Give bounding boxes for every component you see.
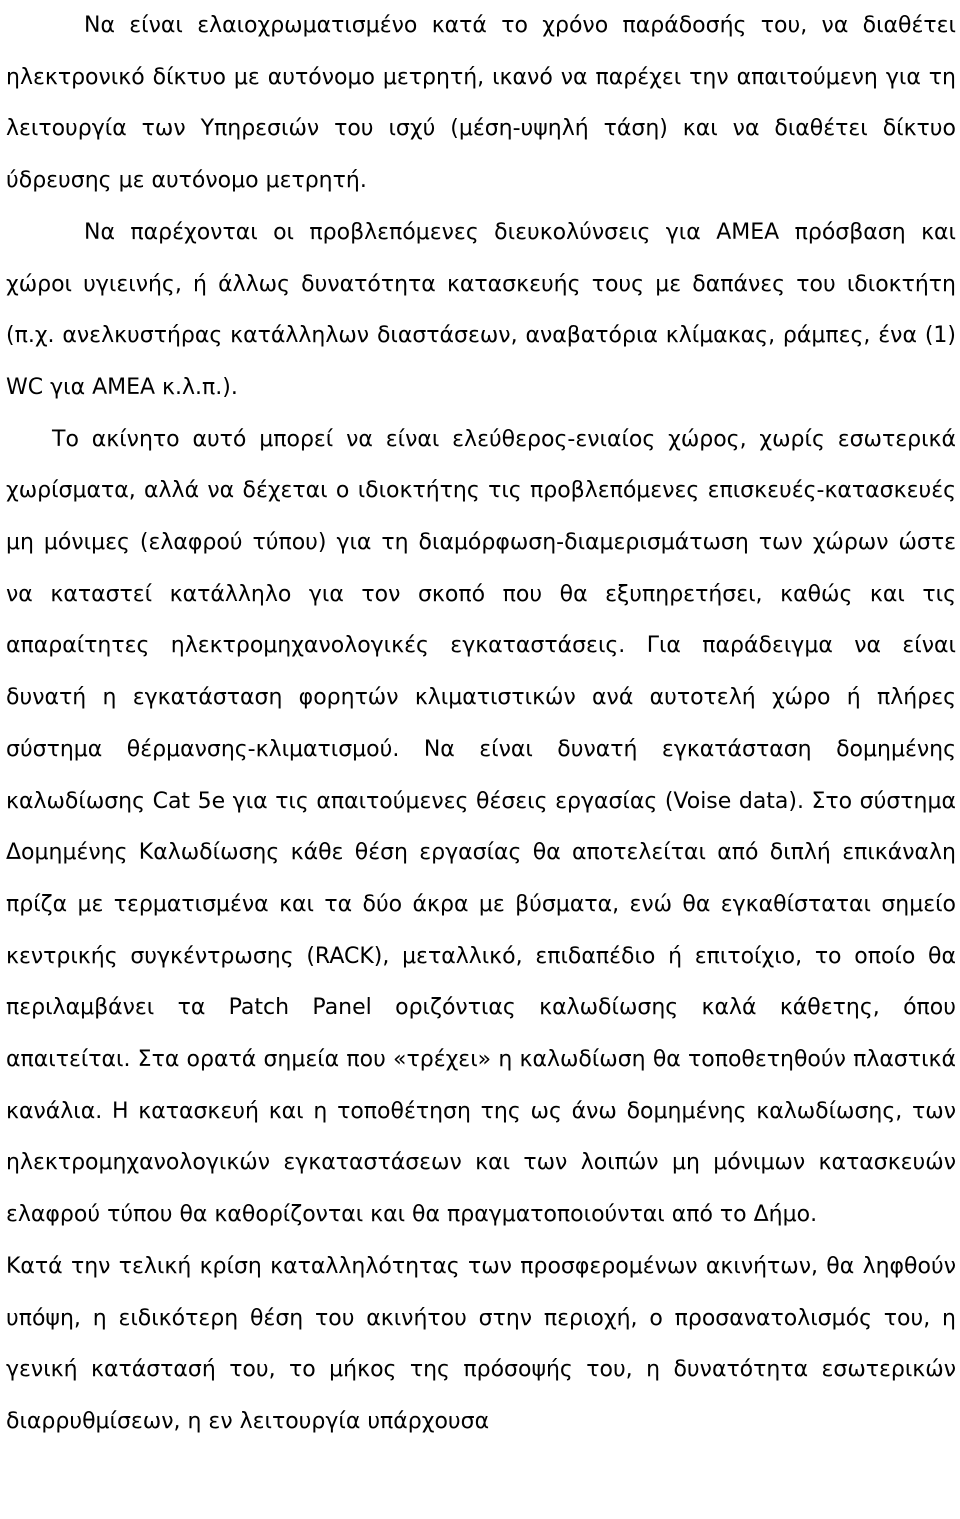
paragraph-accessibility: Να παρέχονται οι προβλεπόμενες διευκολύνσεις για ΑΜΕΑ πρόσβαση και χώροι υγιεινής, ή άλλως δυνατότητα κατασκευής τους με δαπάνες του ιδιοκτήτη (π.χ. ανελκυστήρας κατάλληλων διαστάσεων, αναβατόρια κλίμακας, ράμπες, ένα (1) WC για ΑΜΕΑ κ.λ.π.). [6,219,956,400]
paragraph-building-requirements: Να είναι ελαιοχρωματισμένο κατά το χρόνο παράδοσής του, να διαθέτει ηλεκτρονικό δίκτυο με αυτόνομο μετρητή, ικανό να παρέχει την απαιτούμενη για τη λειτουργία των Υπηρεσιών του ισχύ (μέση-υψηλή τάση) και να διαθέτει δίκτυο ύδρευσης με αυτόνομο μετρητή. [6,13,956,194]
paragraph-interior-works: Το ακίνητο αυτό μπορεί να είναι ελεύθερος-ενιαίος χώρος, χωρίς εσωτερικά χωρίσματα, αλλά να δέχεται ο ιδιοκτήτης τις προβλεπόμενες επισκευές-κατασκευές μη μόνιμες (ελαφρού τύπου) για τη διαμόρφωση-διαμερισμάτωση των χώρων ώστε να καταστεί κατάλληλο για τον σκοπό που θα εξυπηρετήσει, καθώς και τις απαραίτητες ηλεκτρομηχανολογικές εγκαταστάσεις. Για παράδειγμα να είναι δυνατή η εγκατάσταση φορητών κλιματιστικών ανά αυτοτελή χώρο ή πλήρες σύστημα θέρμανσης-κλιματισμού. Να είναι δυνατή εγκατάσταση δομημένης καλωδίωσης Cat 5e για τις απαιτούμενες θέσεις εργασίας (Voise data). Στο σύστημα Δομημένης Καλωδίωσης κάθε θέση εργασίας θα αποτελείται από διπλή επικάναλη πρίζα με τερματισμένα και τα δύο άκρα με βύσματα, ενώ θα εγκαθίσταται σημείο κεντρικής συγκέντρωσης (RACK), μεταλλικό, επιδαπέδιο ή επιτοίχιο, το οποίο θα περιλαμβάνει τα Patch Panel οριζόντιας καλωδίωσης καλά κάθετης, όπου απαιτείται. Στα ορατά σημεία που «τρέχει» η καλωδίωση θα τοποθετηθούν πλαστικά κανάλια. Η κατασκευή και η τοποθέτηση της ως άνω δομημένης καλωδίωσης, των ηλεκτρομηχανολογικών εγκαταστάσεων και των λοιπών μη μόνιμων κατασκευών ελαφρού τύπου θα καθορίζονται και θα πραγματοποιούνται από το Δήμο. [6,426,956,1228]
paragraph-evaluation-criteria: Κατά την τελική κρίση καταλληλότητας των προσφερομένων ακινήτων, θα ληφθούν υπόψη, η ειδικότερη θέση του ακινήτου στην περιοχή, ο προσανατολισμός του, η γενική κατάστασή του, το μήκος της πρόσοψής του, η δυνατότητα εσωτερικών διαρρυθμίσεων, η εν λειτουργία υπάρχουσα [6,1253,956,1434]
